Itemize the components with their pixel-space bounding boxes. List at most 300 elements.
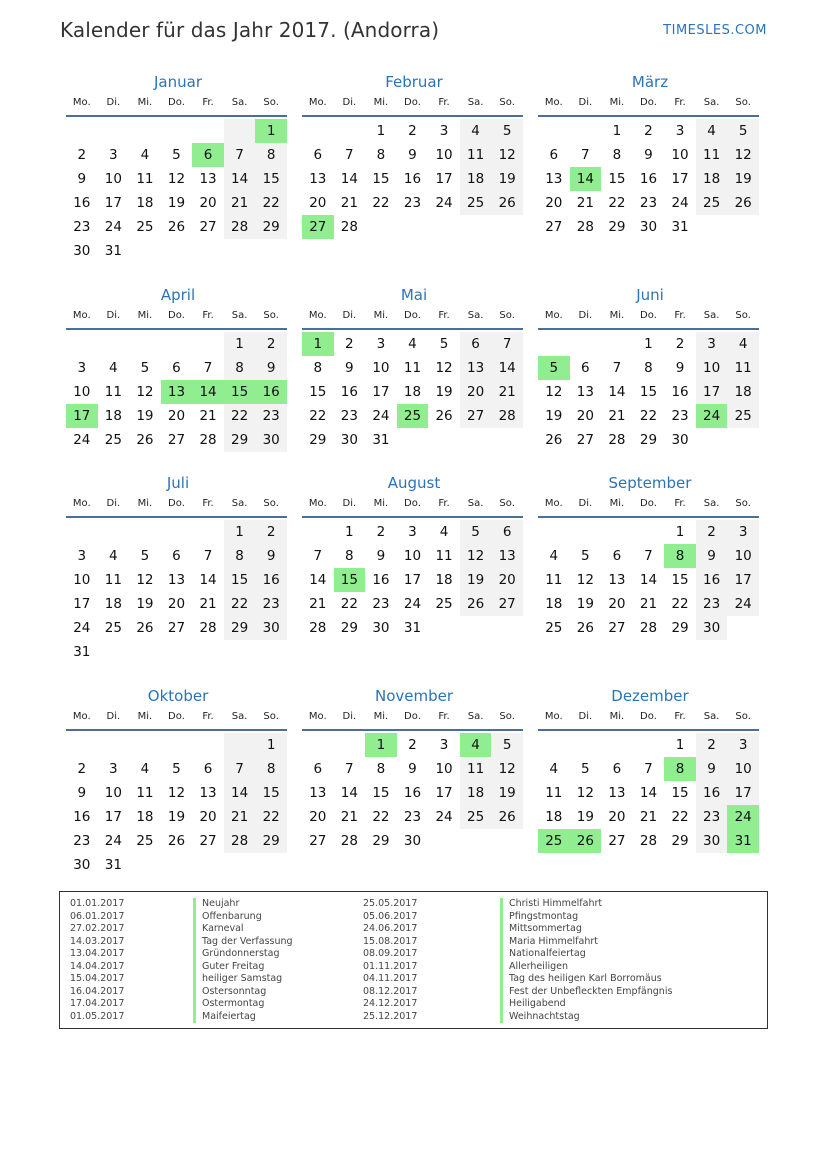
day-cell: 20 <box>309 195 327 211</box>
day-cell: 23 <box>73 833 91 849</box>
holiday-name: Pfingstmontag <box>500 911 672 924</box>
day-cell: 11 <box>435 548 453 564</box>
weekday-label: Di. <box>578 310 593 321</box>
month-name: Juli <box>166 474 190 492</box>
empty-cell <box>428 215 460 239</box>
day-cell: 10 <box>104 785 122 801</box>
empty-cell <box>192 853 224 877</box>
day-cell: 2 <box>696 520 728 544</box>
day-cell: 8 <box>224 544 256 568</box>
day-cell: 5 <box>140 548 150 564</box>
day-cell: 22 <box>372 195 390 211</box>
day-cell: 13 <box>167 572 186 588</box>
empty-cell <box>161 520 193 544</box>
empty-cell <box>129 733 161 757</box>
month-10 <box>302 686 523 853</box>
day-cell: 4 <box>109 360 118 376</box>
empty-cell <box>302 733 334 757</box>
day-cell: 27 <box>576 432 594 448</box>
empty-cell <box>428 428 460 452</box>
holiday-date: 15.08.2017 <box>363 935 418 947</box>
day-cell: 23 <box>255 404 287 428</box>
holiday-name: Gründonnerstag <box>193 948 293 961</box>
holiday-day-cell: 8 <box>664 757 696 781</box>
holiday-day-cell: 25 <box>397 404 429 428</box>
week-row <box>66 215 287 239</box>
empty-cell <box>633 733 665 757</box>
day-cell: 16 <box>255 568 287 592</box>
weekday-label: Fr. <box>202 310 214 321</box>
weekday-label: Sa. <box>231 310 248 321</box>
week-row <box>538 733 759 757</box>
day-cell: 21 <box>199 408 217 424</box>
day-cell: 16 <box>73 195 91 211</box>
weekday-label: Fr. <box>438 711 450 722</box>
weekday-label: Di. <box>106 310 121 321</box>
holiday-name: heiliger Samstag <box>193 973 293 986</box>
day-cell: 23 <box>372 596 390 612</box>
day-cell: 30 <box>73 243 91 259</box>
weekday-label: Mi. <box>373 498 389 509</box>
weekday-header <box>538 709 759 731</box>
day-cell: 2 <box>408 123 417 139</box>
day-cell: 19 <box>167 809 186 825</box>
day-cell: 10 <box>727 544 759 568</box>
day-cell: 15 <box>671 785 689 801</box>
day-cell: 30 <box>403 833 422 849</box>
day-cell: 28 <box>639 833 658 849</box>
weekday-label: So. <box>499 711 515 722</box>
holiday-day-cell: 1 <box>365 733 397 757</box>
month-6 <box>66 473 287 664</box>
day-cell: 20 <box>309 809 327 825</box>
day-cell: 3 <box>675 123 685 139</box>
day-cell: 25 <box>460 805 492 829</box>
holiday-day-cell: 1 <box>255 119 287 143</box>
weekday-label: So. <box>263 498 279 509</box>
weekday-header <box>302 496 523 518</box>
weekday-label: Di. <box>106 498 121 509</box>
empty-cell <box>570 733 602 757</box>
empty-cell <box>302 520 334 544</box>
holiday-name: Maifeiertag <box>193 1011 293 1024</box>
day-cell: 30 <box>372 620 390 636</box>
weekday-header <box>66 709 287 731</box>
day-cell: 30 <box>696 616 728 640</box>
day-cell: 12 <box>727 143 759 167</box>
weekday-label: Fr. <box>674 498 686 509</box>
day-cell: 2 <box>77 147 87 163</box>
week-row <box>66 757 287 781</box>
day-cell: 12 <box>167 785 186 801</box>
weekday-label: Mo. <box>72 97 91 108</box>
day-cell: 18 <box>136 809 154 825</box>
day-cell: 26 <box>576 620 594 636</box>
empty-cell <box>334 733 366 757</box>
day-cell: 1 <box>675 737 685 753</box>
weekday-label: So. <box>499 97 515 108</box>
empty-cell <box>428 829 460 853</box>
day-cell: 22 <box>340 596 358 612</box>
day-cell: 27 <box>608 833 626 849</box>
empty-cell <box>161 733 193 757</box>
weekday-label: Mo. <box>72 711 91 722</box>
day-cell: 27 <box>199 833 217 849</box>
day-cell: 16 <box>671 384 689 400</box>
day-cell: 17 <box>696 380 728 404</box>
day-cell: 5 <box>172 147 181 163</box>
week-row <box>538 380 759 404</box>
month-5 <box>538 285 759 452</box>
day-cell: 13 <box>608 785 626 801</box>
day-cell: 9 <box>408 761 417 777</box>
day-cell: 9 <box>77 171 87 187</box>
weekday-label: Mi. <box>609 97 625 108</box>
day-cell: 2 <box>408 737 417 753</box>
holiday-date: 14.03.2017 <box>70 935 125 947</box>
day-cell: 11 <box>696 143 728 167</box>
day-cell: 22 <box>255 191 287 215</box>
empty-cell <box>129 119 161 143</box>
day-cell: 23 <box>696 592 728 616</box>
day-cell: 25 <box>136 833 154 849</box>
day-cell: 23 <box>255 592 287 616</box>
weekday-label: Do. <box>640 711 657 722</box>
day-cell: 30 <box>671 432 689 448</box>
day-cell: 15 <box>671 572 689 588</box>
day-cell: 4 <box>408 336 417 352</box>
day-cell: 31 <box>73 644 91 660</box>
day-cell: 11 <box>136 171 154 187</box>
empty-cell <box>397 428 429 452</box>
day-cell: 25 <box>696 191 728 215</box>
day-cell: 11 <box>727 356 759 380</box>
week-row <box>538 191 759 215</box>
empty-cell <box>570 119 602 143</box>
day-cell: 6 <box>491 520 523 544</box>
week-row <box>66 380 287 404</box>
day-cell: 3 <box>439 737 449 753</box>
day-cell: 29 <box>372 833 390 849</box>
day-cell: 28 <box>340 833 358 849</box>
week-row <box>66 733 287 757</box>
day-cell: 24 <box>104 219 122 235</box>
empty-cell <box>633 520 665 544</box>
month-11 <box>538 686 759 853</box>
day-cell: 22 <box>224 404 256 428</box>
holiday-date: 01.11.2017 <box>363 960 418 972</box>
day-cell: 11 <box>545 785 563 801</box>
holiday-day-cell: 13 <box>161 380 193 404</box>
empty-cell <box>727 428 759 452</box>
day-cell: 23 <box>696 805 728 829</box>
page-title: Kalender für das Jahr 2017. (Andorra) <box>60 18 440 42</box>
holiday-names-col-1 <box>193 898 293 1023</box>
empty-cell <box>98 520 130 544</box>
weekday-label: Fr. <box>202 711 214 722</box>
week-row <box>66 640 287 664</box>
week-row <box>66 191 287 215</box>
weekday-label: Mi. <box>373 97 389 108</box>
day-cell: 29 <box>224 616 256 640</box>
holiday-day-cell: 26 <box>570 829 602 853</box>
week-row <box>538 520 759 544</box>
holiday-date: 01.05.2017 <box>70 1010 125 1022</box>
day-cell: 28 <box>608 432 626 448</box>
day-cell: 10 <box>73 572 91 588</box>
day-cell: 7 <box>612 360 622 376</box>
day-cell: 26 <box>136 620 154 636</box>
weekday-label: Do. <box>404 711 421 722</box>
day-cell: 5 <box>491 119 523 143</box>
day-cell: 6 <box>549 147 559 163</box>
day-cell: 15 <box>608 171 626 187</box>
holiday-date: 05.06.2017 <box>363 910 418 922</box>
week-row <box>302 332 523 356</box>
month-name: Oktober <box>147 687 209 705</box>
day-cell: 25 <box>435 596 453 612</box>
day-cell: 22 <box>372 809 390 825</box>
holiday-name: Neujahr <box>193 898 293 911</box>
day-cell: 30 <box>255 616 287 640</box>
day-cell: 21 <box>608 408 626 424</box>
holiday-date: 15.04.2017 <box>70 973 125 984</box>
weekday-label: Mo. <box>308 498 327 509</box>
month-name: September <box>608 474 692 492</box>
day-cell: 7 <box>313 548 323 564</box>
day-cell: 2 <box>255 332 287 356</box>
empty-cell <box>538 733 570 757</box>
month-name: Juni <box>636 286 664 304</box>
day-cell: 14 <box>199 572 217 588</box>
day-cell: 23 <box>73 219 91 235</box>
day-cell: 18 <box>696 167 728 191</box>
week-row <box>302 733 523 757</box>
month-name: November <box>374 687 454 705</box>
day-cell: 28 <box>639 620 658 636</box>
day-cell: 12 <box>167 171 186 187</box>
empty-cell <box>66 733 98 757</box>
weekday-label: Sa. <box>703 310 720 321</box>
week-row <box>538 215 759 239</box>
weekday-label: Mo. <box>72 498 91 509</box>
day-cell: 8 <box>255 757 287 781</box>
weekday-label: Di. <box>106 97 121 108</box>
day-cell: 29 <box>608 219 626 235</box>
week-row <box>538 829 759 853</box>
day-cell: 19 <box>460 568 492 592</box>
holiday-date: 13.04.2017 <box>70 948 125 959</box>
holiday-name: Nationalfeiertag <box>500 948 672 961</box>
weekday-label: Fr. <box>674 711 686 722</box>
month-name: März <box>631 73 669 91</box>
day-cell: 27 <box>491 592 523 616</box>
day-cell: 9 <box>675 360 685 376</box>
day-cell: 3 <box>109 147 118 163</box>
day-cell: 13 <box>199 171 217 187</box>
holiday-date: 06.01.2017 <box>70 910 125 922</box>
week-row <box>302 805 523 829</box>
day-cell: 10 <box>435 147 453 163</box>
week-row <box>538 143 759 167</box>
day-cell: 27 <box>460 404 492 428</box>
empty-cell <box>696 428 728 452</box>
month-name: Januar <box>154 73 202 91</box>
empty-cell <box>460 215 492 239</box>
holiday-name: Fest der Unbefleckten Empfängnis <box>500 986 672 999</box>
day-cell: 1 <box>345 524 354 540</box>
day-cell: 24 <box>73 620 91 636</box>
day-cell: 20 <box>608 809 626 825</box>
empty-cell <box>460 428 492 452</box>
week-row <box>66 592 287 616</box>
holiday-date: 08.12.2017 <box>363 985 418 997</box>
day-cell: 1 <box>644 336 653 352</box>
weekday-label: Sa. <box>231 498 248 509</box>
day-cell: 3 <box>696 332 728 356</box>
holiday-name: Tag der Verfassung <box>193 936 293 949</box>
day-cell: 14 <box>639 785 658 801</box>
weekday-label: Mi. <box>373 310 389 321</box>
day-cell: 9 <box>696 544 728 568</box>
week-row <box>302 191 523 215</box>
week-row <box>302 568 523 592</box>
day-cell: 7 <box>203 548 213 564</box>
day-cell: 26 <box>167 833 186 849</box>
day-cell: 22 <box>224 592 256 616</box>
day-cell: 12 <box>491 757 523 781</box>
weekday-label: Mi. <box>609 498 625 509</box>
day-cell: 29 <box>671 620 689 636</box>
day-cell: 3 <box>109 761 118 777</box>
day-cell: 19 <box>576 809 594 825</box>
day-cell: 20 <box>491 568 523 592</box>
day-cell: 19 <box>545 408 563 424</box>
week-row <box>538 592 759 616</box>
week-row <box>66 239 287 263</box>
holiday-day-cell: 17 <box>66 404 98 428</box>
empty-cell <box>129 640 161 664</box>
holiday-name: Mittsommertag <box>500 923 672 936</box>
day-cell: 8 <box>376 147 386 163</box>
day-cell: 12 <box>460 544 492 568</box>
weekday-label: Mi. <box>137 97 153 108</box>
weekday-label: Mo. <box>544 711 563 722</box>
day-cell: 26 <box>460 592 492 616</box>
holiday-date: 24.12.2017 <box>363 998 418 1009</box>
day-cell: 15 <box>639 384 658 400</box>
day-cell: 14 <box>340 171 358 187</box>
day-cell: 19 <box>576 596 594 612</box>
empty-cell <box>161 332 193 356</box>
weekday-label: So. <box>735 310 751 321</box>
day-cell: 26 <box>491 805 523 829</box>
day-cell: 12 <box>136 384 154 400</box>
day-cell: 3 <box>376 336 386 352</box>
day-cell: 12 <box>576 785 594 801</box>
day-cell: 21 <box>340 195 358 211</box>
day-cell: 14 <box>224 167 256 191</box>
holiday-day-cell: 6 <box>192 143 224 167</box>
empty-cell <box>192 119 224 143</box>
day-cell: 12 <box>136 572 154 588</box>
day-cell: 24 <box>73 432 91 448</box>
holiday-date: 14.04.2017 <box>70 960 125 972</box>
day-cell: 5 <box>581 761 590 777</box>
day-cell: 3 <box>727 733 759 757</box>
day-cell: 21 <box>639 596 658 612</box>
day-cell: 2 <box>345 336 354 352</box>
empty-cell <box>538 332 570 356</box>
day-cell: 28 <box>199 620 217 636</box>
day-cell: 15 <box>224 568 256 592</box>
week-row <box>538 404 759 428</box>
empty-cell <box>66 119 98 143</box>
day-cell: 10 <box>435 761 453 777</box>
day-cell: 6 <box>313 761 323 777</box>
day-cell: 9 <box>255 356 287 380</box>
day-cell: 15 <box>372 785 390 801</box>
empty-cell <box>98 332 130 356</box>
holiday-day-cell: 15 <box>334 568 366 592</box>
day-cell: 25 <box>727 404 759 428</box>
day-cell: 25 <box>460 191 492 215</box>
day-cell: 5 <box>460 520 492 544</box>
empty-cell <box>129 332 161 356</box>
month-2 <box>538 72 759 239</box>
month-3 <box>66 285 287 452</box>
day-cell: 8 <box>644 360 653 376</box>
day-cell: 24 <box>403 596 422 612</box>
week-row <box>302 592 523 616</box>
holiday-name: Heiligabend <box>500 998 672 1011</box>
empty-cell <box>129 239 161 263</box>
week-row <box>66 520 287 544</box>
day-cell: 18 <box>435 572 453 588</box>
day-cell: 28 <box>224 829 256 853</box>
week-row <box>302 829 523 853</box>
weekday-label: Sa. <box>467 310 484 321</box>
day-cell: 16 <box>403 785 422 801</box>
day-cell: 12 <box>491 143 523 167</box>
day-cell: 8 <box>376 761 386 777</box>
empty-cell <box>66 332 98 356</box>
weekday-label: Mo. <box>308 97 327 108</box>
day-cell: 7 <box>581 147 590 163</box>
weekday-label: Mo. <box>308 711 327 722</box>
day-cell: 20 <box>576 408 594 424</box>
day-cell: 23 <box>671 408 689 424</box>
empty-cell <box>460 616 492 640</box>
day-cell: 13 <box>199 785 217 801</box>
holiday-name: Offenbarung <box>193 911 293 924</box>
week-row <box>302 380 523 404</box>
week-row <box>66 119 287 143</box>
brand-link[interactable]: TIMESLES.COM <box>663 23 767 38</box>
day-cell: 30 <box>73 857 91 873</box>
day-cell: 15 <box>372 171 390 187</box>
day-cell: 4 <box>727 332 759 356</box>
week-row <box>66 428 287 452</box>
day-cell: 10 <box>671 147 689 163</box>
month-4 <box>302 285 523 452</box>
day-cell: 13 <box>309 171 327 187</box>
holiday-name: Tag des heiligen Karl Borromäus <box>500 973 672 986</box>
weekday-label: Do. <box>404 310 421 321</box>
day-cell: 7 <box>224 757 256 781</box>
day-cell: 5 <box>172 761 181 777</box>
day-cell: 11 <box>136 785 154 801</box>
